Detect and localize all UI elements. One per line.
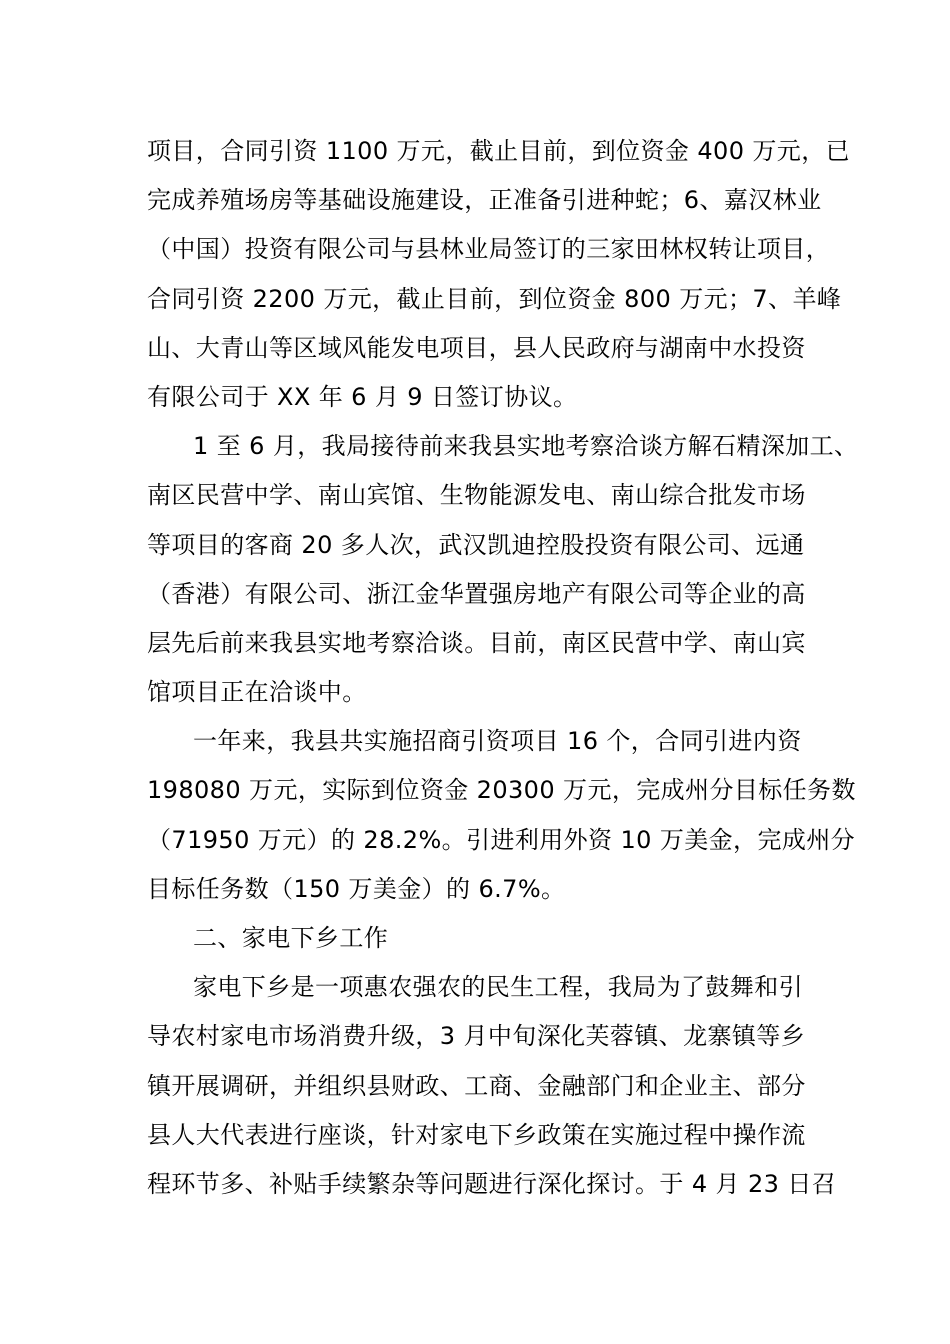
paragraph-start-line: 家电下乡是一项惠农强农的民生工程，我局为了鼓舞和引 [193,973,803,1002]
text-line: 合同引资 2200 万元，截止目前，到位资金 800 万元；7、羊峰 [147,284,842,313]
text-line: 层先后前来我县实地考察洽谈。目前，南区民营中学、南山宾 [147,628,806,657]
text-line: 导农村家电市场消费升级，3 月中旬深化芙蓉镇、龙寨镇等乡 [147,1022,806,1051]
text-line: 项目，合同引资 1100 万元，截止目前，到位资金 400 万元，已 [147,137,851,165]
text-line: 程环节多、补贴手续繁杂等问题进行深化探讨。于 4 月 23 日召 [147,1169,837,1198]
text-line: 198080 万元，实际到位资金 20300 万元，完成州分目标任务数 [147,776,856,805]
text-line: （中国）投资有限公司与县林业局签订的三家田林权转让项目， [147,235,831,264]
paragraph-start-line: 一年来，我县共实施招商引资项目 16 个，合同引进内资 [193,727,802,756]
section-heading: 二、家电下乡工作 [193,924,389,952]
text-line: 有限公司于 XX 年 6 月 9 日签订协议。 [147,382,578,411]
text-line: （香港）有限公司、浙江金华置强房地产有限公司等企业的高 [147,579,806,608]
body-text [147,127,859,1209]
paragraph-start-line: 1 至 6 月，我局接待前来我县实地考察洽谈方解石精深加工、 [193,432,859,461]
text-line: 山、大青山等区域风能发电项目，县人民政府与湖南中水投资 [147,333,806,362]
text-line: 等项目的客商 20 多人次，武汉凯迪控股投资有限公司、远通 [147,530,805,559]
text-line: 南区民营中学、南山宾馆、生物能源发电、南山综合批发市场 [147,481,806,510]
text-line: 馆项目正在洽谈中。 [147,678,367,707]
text-line: 镇开展调研，并组织县财政、工商、金融部门和企业主、部分 [147,1071,806,1100]
text-line: 目标任务数（150 万美金）的 6.7%。 [147,874,566,903]
text-line: （71950 万元）的 28.2%。引进利用外资 10 万美金，完成州分 [147,825,856,854]
text-line: 县人大代表进行座谈，针对家电下乡政策在实施过程中操作流 [147,1120,806,1149]
text-line: 完成养殖场房等基础设施建设，正准备引进种蛇；6、嘉汉林业 [147,186,822,215]
